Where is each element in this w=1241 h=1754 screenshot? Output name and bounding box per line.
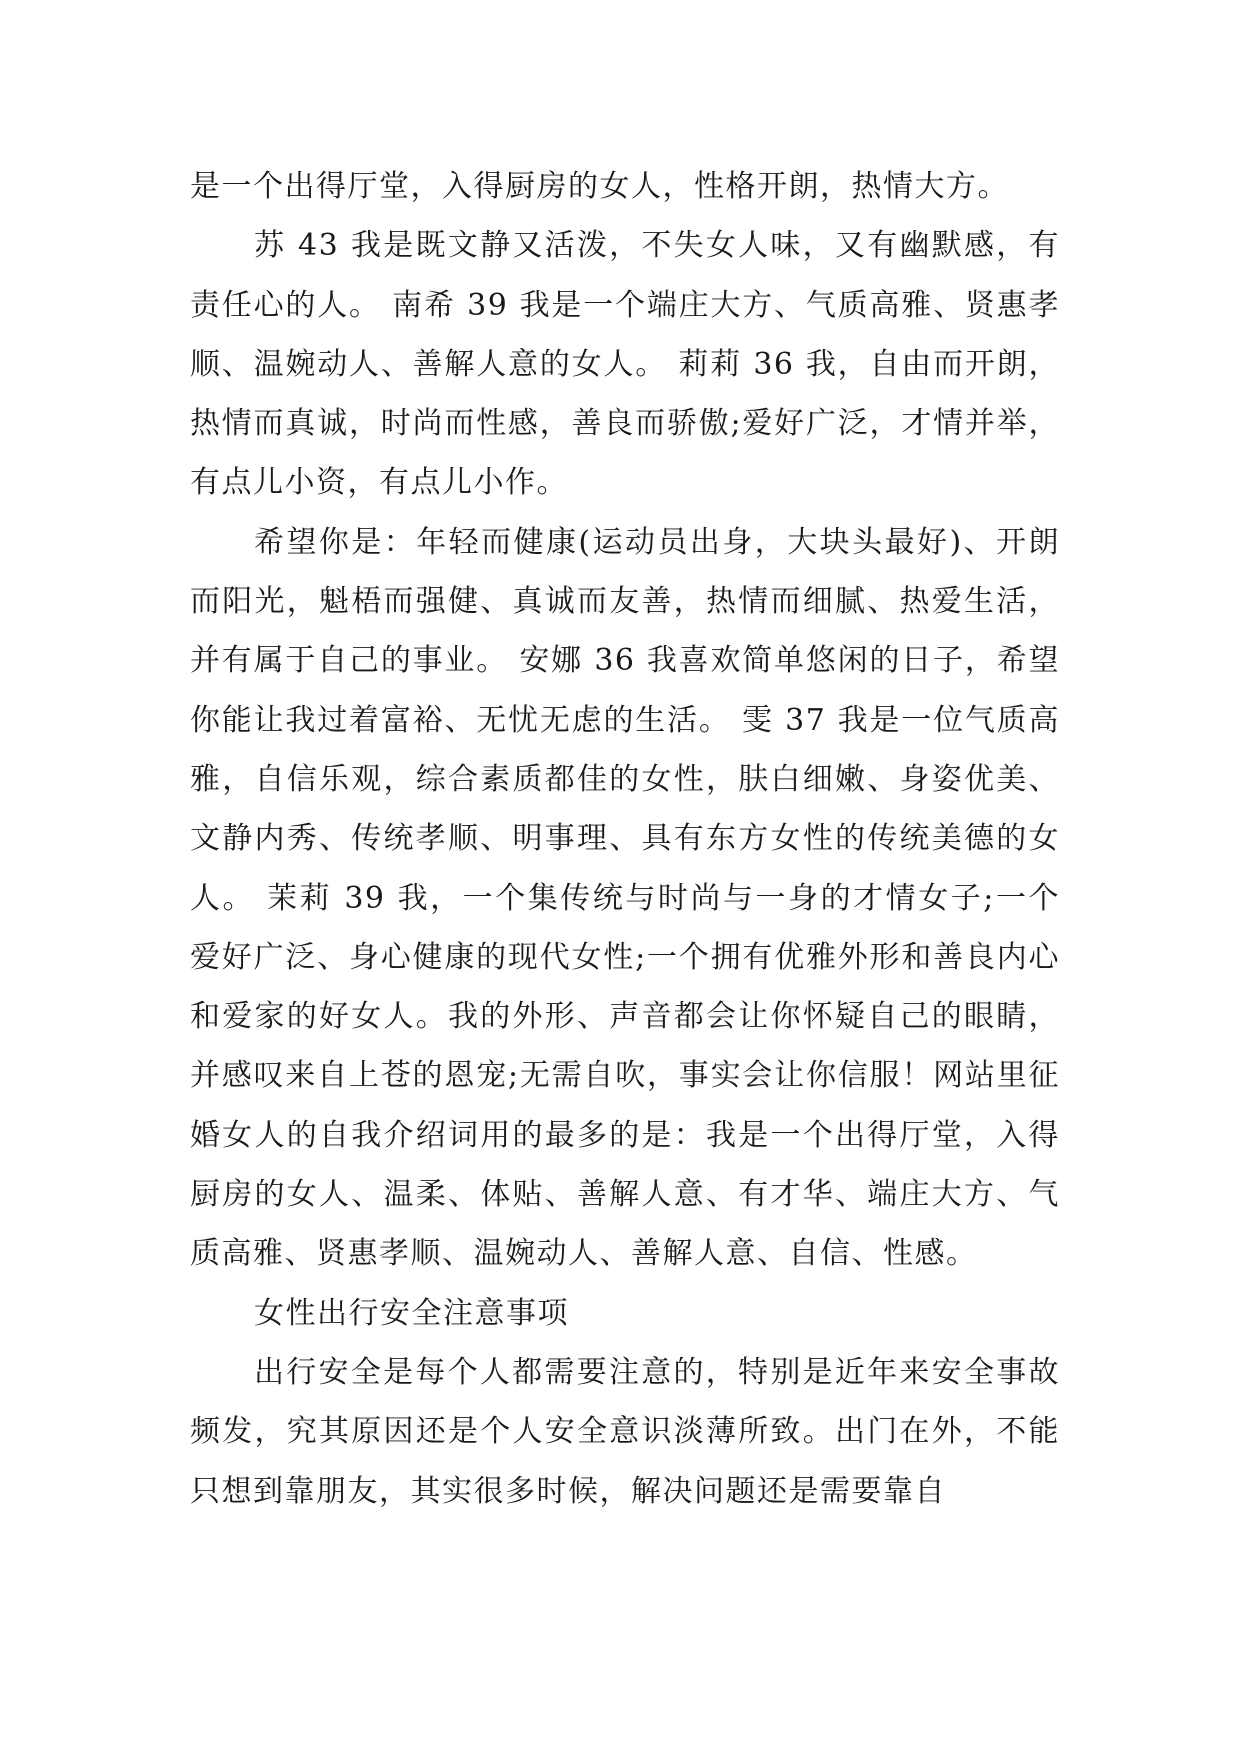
paragraph-3: 希望你是：年轻而健康(运动员出身，大块头最好)、开朗而阳光，魁梧而强健、真诚而友善，热情而细腻、热爱生活，并有属于自己的事业。 安娜 36 我喜欢简单悠闲的日子，希望你能让我过着富裕、无忧无虑的生活。 雯 37 我是一位气质高雅，自信乐观，综合素质都佳的女性，肤白细嫩、身姿优美、文静内秀、传统孝顺、明事理、具有东方女性的传统美德的女人。 茉莉 39 我，一个集传统与时尚与一身的才情女子;一个爱好广泛、身心健康的现代女性;一个拥有优雅外形和善良内心和爱家的好女人。我的外形、声音都会让你怀疑自己的眼睛，并感叹来自上苍的恩宠;无需自吹，事实会让你信服！网站里征婚女人的自我介绍词用的最多的是：我是一个出得厅堂，入得厨房的女人、温柔、体贴、善解人意、有才华、端庄大方、气质高雅、贤惠孝顺、温婉动人、善解人意、自信、性感。 [190,524,1060,1272]
section-heading: 女性出行安全注意事项 [254,1295,569,1331]
paragraph-2: 苏 43 我是既文静又活泼，不失女人味，又有幽默感，有责任心的人。 南希 39 我是一个端庄大方、气质高雅、贤惠孝顺、温婉动人、善解人意的女人。 莉莉 36 我，自由而开朗，热情而真诚，时尚而性感，善良而骄傲;爱好广泛，才情并举，有点儿小资，有点儿小作。 [190,228,1060,501]
paragraph-4: 出行安全是每个人都需要注意的，特别是近年来安全事故频发，究其原因还是个人安全意识淡薄所致。出门在外，不能只想到靠朋友，其实很多时候，解决问题还是需要靠自 [190,1354,1060,1509]
paragraph-1: 是一个出得厅堂，入得厨房的女人，性格开朗，热情大方。 [190,169,1009,204]
document-body [190,157,1060,1521]
